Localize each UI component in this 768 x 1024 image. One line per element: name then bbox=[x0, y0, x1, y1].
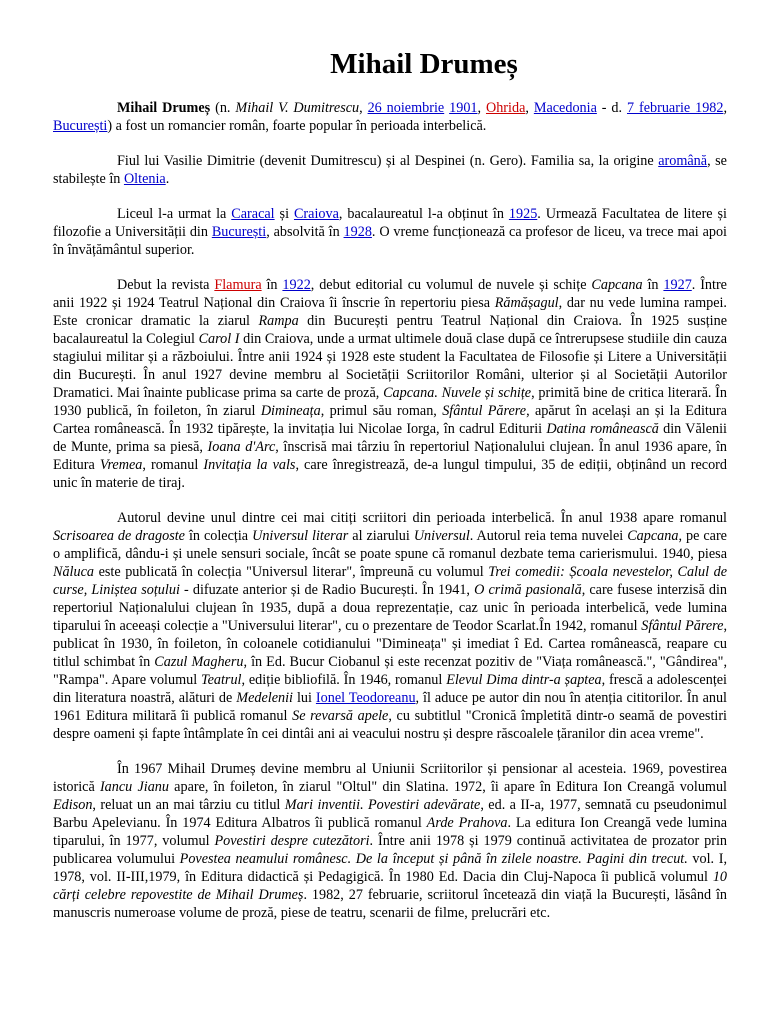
link-1922[interactable]: 1922 bbox=[282, 277, 311, 293]
subject-name: Mihail Drumeș bbox=[117, 100, 211, 116]
link-1927[interactable]: 1927 bbox=[663, 277, 692, 293]
link-caracal[interactable]: Caracal bbox=[231, 206, 275, 222]
link-craiova[interactable]: Craiova bbox=[293, 206, 339, 222]
link-1925[interactable]: 1925 bbox=[508, 206, 538, 222]
link-bucuresti-2[interactable]: București bbox=[211, 224, 267, 240]
paragraph-debut: Debut la revista Flamura în 1922, debut editorial cu volumul de nuvele și schițe Capcana în 1927. Între anii 1922 și 1924 Teatrul Național din Craiova îi înscrie în repertoriu piesa Rămășagul, dar nu vede lumina rampei. Este cronicar dramatic la ziarul Rampa din București pentru Teatrul Național din Craiova. În 1925 susține bacalaureatul la Colegiul Carol I din Craiova, unde a urmat ultimele două clase după ce întrerupsese studiile din cauza stagiului militar și a războiului. Între anii 1924 și 1928 este student la Facultatea de Filosofie și Litere a Universității din București. În anul 1927 devine membru al Societății Scriitorilor Români, ulterior și al Societății Autorilor Dramatici. Mai înainte publicase prima sa carte de proză, Capcana. Nuvele și schițe, primită bine de critica literară. În 1930 publică, în foileton, în ziarul Dimineața, primul său roman, Sfântul Părere, apărut în același an și la Editura Cartea românească. În 1932 tipărește, la invitația lui Nicolae Iorga, în cadrul Editurii Datina românească din Vălenii de Munte, prima sa piesă, Ioana d'Arc, înscrisă mai târziu în repertoriul Naționalului clujean. În anul 1936 apare, în Editura Vremea, romanul Invitația la vals, care înregistrează, de-a lungul timpului, 35 de ediții, obținând un record unic în materie de tiraj. bbox=[53, 277, 728, 491]
link-flamura[interactable]: Flamura bbox=[214, 277, 262, 293]
link-birth-day[interactable]: 26 noiembrie bbox=[367, 100, 445, 116]
paragraph-education: Liceul l-a urmat la Caracal și Craiova, bacalaureatul l-a obținut în 1925. Urmează Facultatea de litere și filozofie a Universității din București, absolvită în 1928. O vreme funcționează ca profesor de liceu, va trece mai apoi în învățământul superior. bbox=[53, 206, 727, 258]
link-ionel-teodoreanu[interactable]: Ionel Teodoreanu bbox=[315, 690, 416, 706]
link-aromana[interactable]: aromână bbox=[658, 153, 708, 169]
link-death-day[interactable]: 7 februarie 1982 bbox=[626, 100, 724, 116]
paragraph-interwar: Autorul devine unul dintre cei mai citiți scriitori din perioada interbelică. În anul 1938 apare romanul Scrisoarea de dragoste în colecția Universul literar al ziarului Universul. Autorul reia tema nuvelei Capcana, pe care o amplifică, dându-i și unele sensuri sociale, încât se poate spune că romanul dezbate tema carierismului. 1940, piesa Năluca este publicată în colecția "Universul literar", împreună cu volumul Trei comedii: Școala nevestelor, Calul de curse, Liniștea soțului - difuzate anterior și de Radio București. În 1941, O crimă pasională, care fusese interzisă din repertoriul Naționalului clujean în 1935, după a doua reprezentație, caz unic în perioada interbelică, vede lumina tiparului în aceeași colecție a "Universului literar", cu o prezentare de Teodor Scarlat.În 1942, romanul Sfântul Părere, publicat în 1930, în foileton, în coloanele cotidianului "Dimineața" și imediat î Ed. Cartea românească, reapare cu titlul schimbat în Cazul Magheru, în Ed. Bucur Ciobanul și este recenzat pozitiv de "Viața românească.", "Gândirea", "Rampa". Apare volumul Teatrul, ediție bibliofilă. În 1946, romanul Elevul Dima dintr-a șaptea, frescă a adolescenței din literatura noastră, alături de Medelenii lui Ionel Teodoreanu, îl aduce pe autor din nou în atenția cititorilor. În anul 1961 Editura militară îi publică romanul Se revarsă apele, cu subtitlul "Cronică împletită dintr-o seamă de povestiri despre oameni și fapte întâmplate în cei dintâi ani ai veacului nostru și despre răscoalele țăranilor din acea vreme". bbox=[53, 510, 728, 742]
birth-name: Mihail V. Dumitrescu bbox=[235, 100, 360, 116]
paragraph-later: În 1967 Mihail Drumeș devine membru al Uniunii Scriitorilor și pensionar al acesteia. 1969, povestirea istorică Iancu Jianu apare, în foileton, în ziarul "Oltul" din Slatina. 1972, îi apare în Editura Ion Creangă volumul Edison, reluat un an mai târziu cu titlul Mari inventii. Povestiri adevărate, ed. a II-a, 1977, semnată cu pseudonimul Barbu Apelevianu. În 1974 Editura Albatros îi publică romanul Arde Prahova. La editura Ion Creangă vede lumina tiparului, în 1977, volumul Povestiri despre cutezători. Între anii 1978 și 1979 continuă activitatea de prozator prin publicarea volumului Povestea neamului românesc. De la început și până în zilele noastre. Pagini din trecut. vol. I, 1978, vol. II-III,1979, în Editura didactică și Pedagigică. În 1980 Ed. Dacia din Cluj-Napoca îi publică volumul 10 cărți celebre repovestite de Mihail Drumeș. 1982, 27 februarie, scriitorul încetează din viață la București, lăsând în manuscris numeroase volume de proză, piese de teatru, scenarii de filme, prelucrări etc. bbox=[53, 761, 728, 921]
link-1928[interactable]: 1928 bbox=[343, 224, 372, 240]
link-bucuresti[interactable]: București bbox=[53, 118, 108, 134]
link-oltenia[interactable]: Oltenia bbox=[123, 171, 166, 187]
page-title: Mihail Drumeș bbox=[330, 48, 518, 80]
paragraph-origin: Fiul lui Vasilie Dimitrie (devenit Dumitrescu) și al Despinei (n. Gero). Familia sa, la origine aromână, se stabilește în Oltenia. bbox=[53, 153, 727, 187]
paragraph-intro: Mihail Drumeș (n. Mihail V. Dumitrescu, 26 noiembrie 1901, Ohrida, Macedonia - d. 7 februarie 1982, București) a fost un romancier român, foarte popular în perioada interbelică. bbox=[53, 100, 728, 134]
link-macedonia[interactable]: Macedonia bbox=[533, 100, 597, 116]
article-body bbox=[53, 99, 727, 922]
link-ohrida[interactable]: Ohrida bbox=[485, 100, 526, 116]
link-birth-year[interactable]: 1901 bbox=[449, 100, 478, 116]
